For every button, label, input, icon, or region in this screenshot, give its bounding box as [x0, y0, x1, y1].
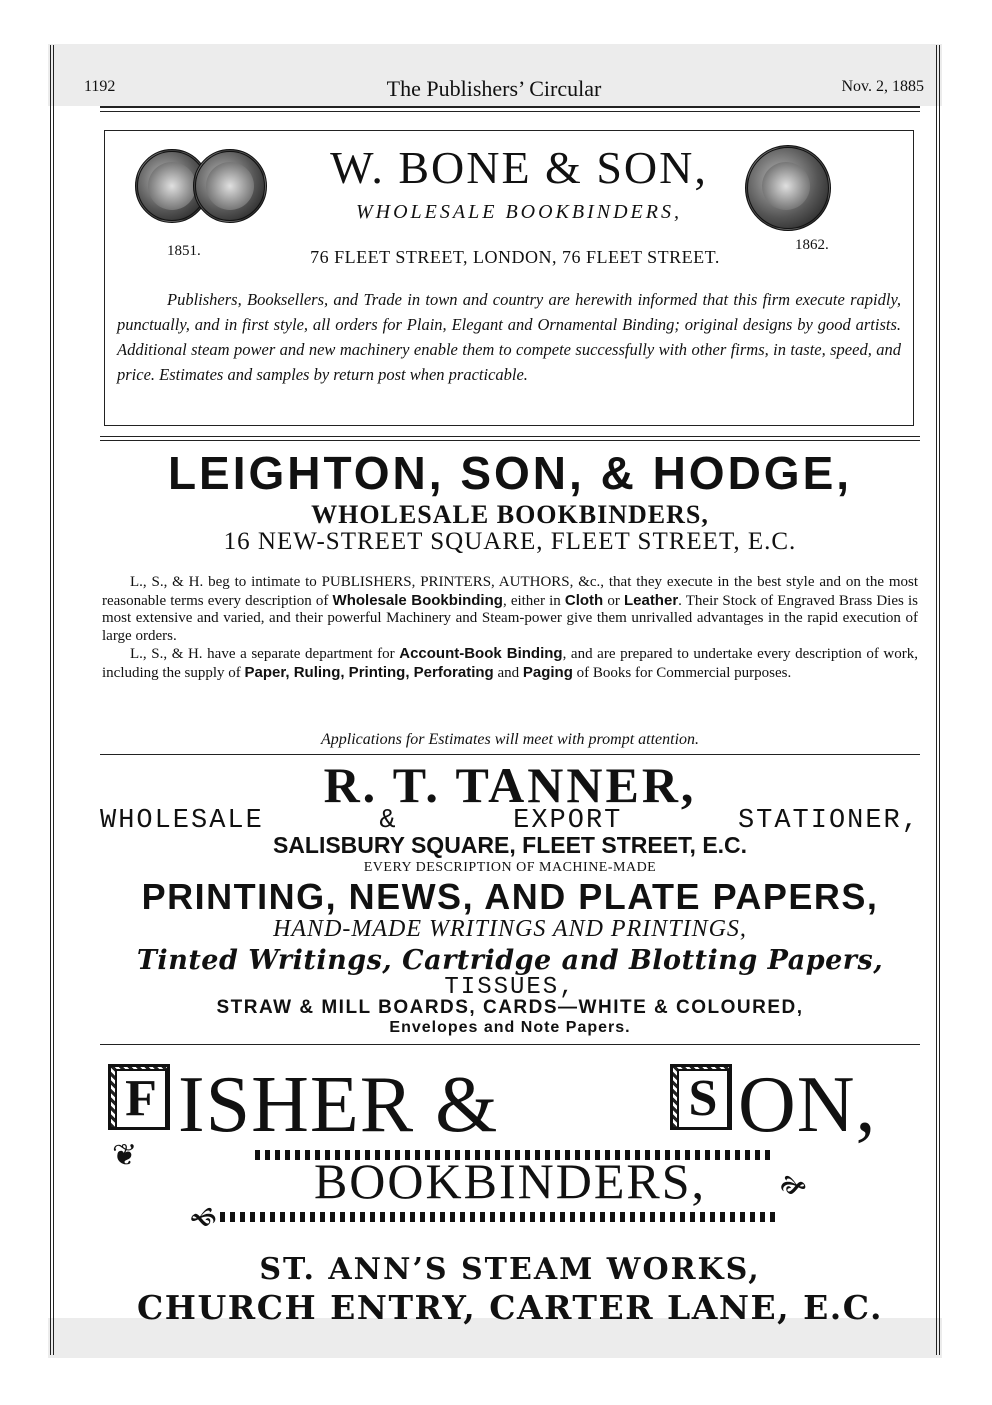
bone-year-left: 1851. [167, 243, 201, 259]
tanner-firm-name: R. T. TANNER, [323, 757, 697, 813]
header-rule [100, 106, 920, 108]
bone-address: 76 FLEET STREET, LONDON, 76 FLEET STREET. [310, 247, 720, 267]
running-head [58, 76, 930, 102]
bone-rule [100, 436, 920, 437]
leighton-firm-name: LEIGHTON, SON, & HODGE, [167, 447, 853, 499]
leighton-paragraph-1: L., S., & H. beg to intimate to PUBLISHERS, PRINTERS, AUTHORS, &c., that they execute in the best style and on the most reasonable terms every description of Wholesale Bookbinding, either in Cloth or Leather. Their Stock of Engraved Brass Dies is most extensive and varied, and their powerful Machinery and Steam-power give them unrivalled advantages in the rapid execution of large orders. [102, 574, 918, 644]
page-number: 1192 [84, 78, 116, 95]
ornament-swirl-left-icon: 🙜 [190, 1205, 217, 1231]
header-rule-thin [100, 111, 920, 112]
bone-subtitle: WHOLESALE BOOKBINDERS, [356, 201, 682, 223]
leighton-body-text [102, 574, 918, 682]
leighton-address: 16 NEW-STREET SQUARE, FLEET STREET, E.C. [223, 528, 797, 555]
issue-date: Nov. 2, 1885 [841, 78, 924, 95]
leighton-subtitle: WHOLESALE BOOKBINDERS, [311, 500, 709, 529]
tanner-tinted-line: Tinted Writings, Cartridge and Blotting Papers, [136, 945, 884, 976]
fisher-works-name: ST. ANN’S STEAM WORKS, [259, 1252, 761, 1287]
ornament-swirl-right-icon: 🙞 [780, 1173, 807, 1199]
fisher-name-part-2: ON, [738, 1061, 877, 1149]
tanner-description: EVERY DESCRIPTION OF MACHINE-MADE [363, 860, 657, 875]
bone-firm-name: W. BONE & SON, [330, 142, 708, 193]
tanner-envelopes-line: Envelopes and Note Papers. [389, 1019, 631, 1036]
tanner-boards-line: STRAW & MILL BOARDS, CARDS—WHITE & COLOURED, [216, 997, 804, 1018]
tanner-trade-line: WHOLESALE & EXPORT STATIONER, [100, 806, 920, 836]
bone-advertisement [104, 130, 914, 426]
leighton-note: Applications for Estimates will meet with prompt attention. [320, 731, 700, 748]
medal-left-second-icon [193, 149, 267, 223]
zigzag-border-bottom [220, 1212, 780, 1222]
fisher-name-part-1: ISHER & [178, 1061, 499, 1149]
tanner-papers-heading: PRINTING, NEWS, AND PLATE PAPERS, [141, 876, 879, 917]
ornament-scroll-icon: ❦ [112, 1139, 138, 1172]
leighton-paragraph-2: L., S., & H. have a separate department for Account-Book Binding, and are prepared to undertake every description of work, including the supply of Paper, Ruling, Printing, Perforating and Paging of Books for Commercial purposes. [102, 645, 918, 681]
tanner-handmade-line: HAND-MADE WRITINGS AND PRINTINGS, [273, 916, 747, 942]
tanner-rule [100, 1044, 920, 1045]
tanner-address: SALISBURY SQUARE, FLEET STREET, E.C. [272, 832, 748, 858]
tanner-tissues-line: TISSUES, [444, 974, 576, 1001]
leighton-rule [100, 754, 920, 755]
fisher-bookbinders: BOOKBINDERS, [313, 1153, 707, 1209]
ornamental-initial-f: F [108, 1064, 170, 1130]
bone-year-right: 1862. [795, 237, 829, 253]
bone-body-text: Publishers, Booksellers, and Trade in town and country are herewith informed that this firm execute rapidly, punctually, and in first style, all orders for Plain, Elegant and Ornamental Binding; original designs by good artists. Additional steam power and new machinery enable them to compete successfully with other firms, in taste, speed, and price. Estimates and samples by return post when practicable. [117, 290, 901, 384]
ornamental-initial-s: S [670, 1064, 732, 1130]
publication-title: The Publishers’ Circular [386, 76, 602, 101]
bone-rule-second [100, 440, 920, 441]
fisher-address: CHURCH ENTRY, CARTER LANE, E.C. [137, 1288, 883, 1327]
